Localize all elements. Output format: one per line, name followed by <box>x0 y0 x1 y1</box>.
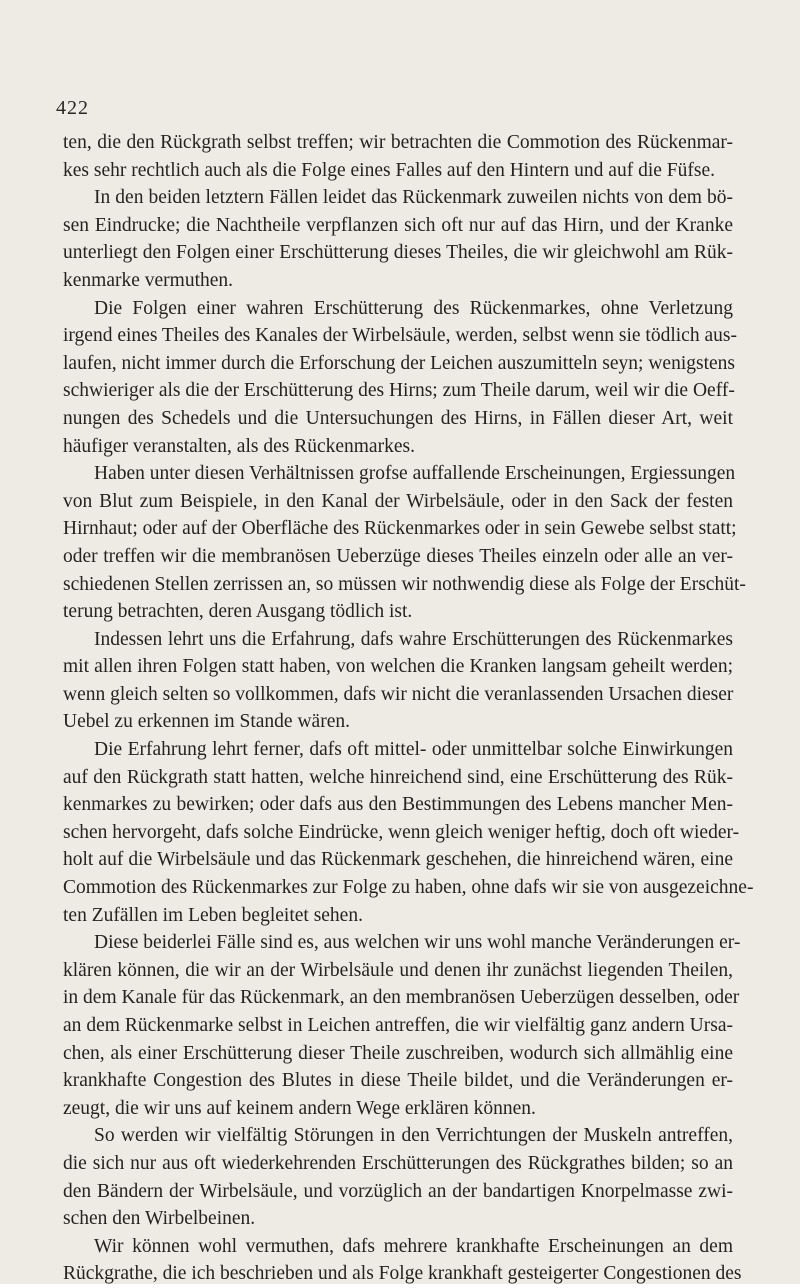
text-line: klären können, die wir an der Wirbelsäule und denen ihr zunächst liegenden Theilen, <box>63 959 733 981</box>
text-line: mit allen ihren Folgen statt haben, von welchen die Kranken langsam geheilt werden; <box>63 656 733 678</box>
text-line: kenmarkes zu bewirken; oder dafs aus den Bestimmungen des Lebens mancher Men- <box>63 794 733 816</box>
text-line: Die Erfahrung lehrt ferner, dafs oft mittel- oder unmittelbar solche Einwirkungen <box>94 739 733 761</box>
text-line: Indessen lehrt uns die Erfahrung, dafs wahre Erschütterungen des Rückenmarkes <box>94 628 733 650</box>
text-line: holt auf die Wirbelsäule und das Rückenmark geschehen, die hinreichend wären, eine <box>63 849 733 871</box>
text-line: In den beiden letztern Fällen leidet das Rückenmark zuweilen nichts von dem bö- <box>94 187 733 209</box>
text-line: schen den Wirbelbeinen. <box>63 1208 256 1230</box>
text-line: kes sehr rechtlich auch als die Folge eines Falles auf den Hintern und auf die Füfse. <box>63 159 715 181</box>
text-line: Haben unter diesen Verhältnissen grofse auffallende Erscheinungen, Ergiessungen <box>94 463 736 485</box>
text-line: sen Eindrucke; die Nachtheile verpflanzen sich oft nur auf das Hirn, und der Kranke <box>63 214 733 236</box>
body-text <box>63 129 754 1288</box>
text-line: zeugt, die wir uns auf keinem andern Wege erklären können. <box>63 1097 536 1119</box>
text-line: häufiger veranstalten, als des Rückenmarkes. <box>63 435 415 457</box>
text-line: in dem Kanale für das Rückenmark, an den membranösen Ueberzügen desselben, oder <box>63 987 740 1009</box>
text-line: ten, die den Rückgrath selbst treffen; wir betrachten die Commotion des Rückenmar- <box>63 132 733 153</box>
text-line: Rückgrathe, die ich beschrieben und als Folge krankhaft gesteigerter Congestionen des <box>63 1263 742 1285</box>
text-line: Diese beiderlei Fälle sind es, aus welchen wir uns wohl manche Veränderungen er- <box>94 932 741 954</box>
text-line: ten Zufällen im Leben begleitet sehen. <box>63 904 363 926</box>
text-line: Commotion des Rückenmarkes zur Folge zu haben, ohne dafs wir sie von ausgezeichne- <box>63 877 754 899</box>
text-line: Wir können wohl vermuthen, dafs mehrere krankhafte Erscheinungen an dem <box>94 1235 733 1257</box>
text-line: terung betrachten, deren Ausgang tödlich ist. <box>63 601 413 623</box>
text-line: unterliegt den Folgen einer Erschütterung dieses Theiles, die wir gleichwohl am Rük- <box>63 242 733 264</box>
text-line: laufen, nicht immer durch die Erforschung der Leichen auszumitteln seyn; wenigstens <box>63 352 735 374</box>
text-line: Die Folgen einer wahren Erschütterung des Rückenmarkes, ohne Verletzung <box>94 297 733 319</box>
text-line: Hirnhaut; oder auf der Oberfläche des Rückenmarkes oder in sein Gewebe selbst statt; <box>63 518 737 540</box>
text-line: schen hervorgeht, dafs solche Eindrücke, wenn gleich weniger heftig, doch oft wieder- <box>63 821 740 843</box>
text-line: von Blut zum Beispiele, in den Kanal der Wirbelsäule, oder in den Sack der festen <box>63 490 733 512</box>
text-line: den Bändern der Wirbelsäule, und vorzüglich an der bandartigen Knorpelmasse zwi- <box>63 1180 733 1202</box>
text-line: wenn gleich selten so vollkommen, dafs wir nicht die veranlassenden Ursachen dieser <box>63 683 734 705</box>
text-line: schiedenen Stellen zerrissen an, so müssen wir nothwendig diese als Folge der Erschüt- <box>63 573 746 595</box>
text-line: die sich nur aus oft wiederkehrenden Erschütterungen des Rückgrathes bilden; so an <box>63 1152 733 1174</box>
text-line: irgend eines Theiles des Kanales der Wirbelsäule, werden, selbst wenn sie tödlich aus- <box>63 325 737 347</box>
text-line: schwieriger als die der Erschütterung des Hirns; zum Theile darum, weil wir die Oeff- <box>63 380 735 402</box>
text-line: an dem Rückenmarke selbst in Leichen antreffen, die wir vielfältig ganz andern Ursa- <box>63 1015 733 1036</box>
text-line: nungen des Schedels und die Untersuchungen des Hirns, in Fällen dieser Art, weit <box>63 407 733 429</box>
text-line: So werden wir vielfältig Störungen in den Verrichtungen der Muskeln antreffen, <box>94 1125 733 1147</box>
text-line: Uebel zu erkennen im Stande wären. <box>63 711 350 733</box>
text-line: krankhafte Congestion des Blutes in diese Theile bildet, und die Veränderungen er- <box>63 1070 733 1092</box>
text-line: chen, als einer Erschütterung dieser Theile zuschreiben, wodurch sich allmählig eine <box>63 1042 733 1064</box>
text-line: auf den Rückgrath statt hatten, welche hinreichend sind, eine Erschütterung des Rük- <box>63 766 733 788</box>
text-line: oder treffen wir die membranösen Ueberzüge dieses Theiles einzeln oder alle an ver- <box>63 545 733 567</box>
text-line: kenmarke vermuthen. <box>63 269 234 291</box>
page-number: 422 <box>56 97 89 119</box>
